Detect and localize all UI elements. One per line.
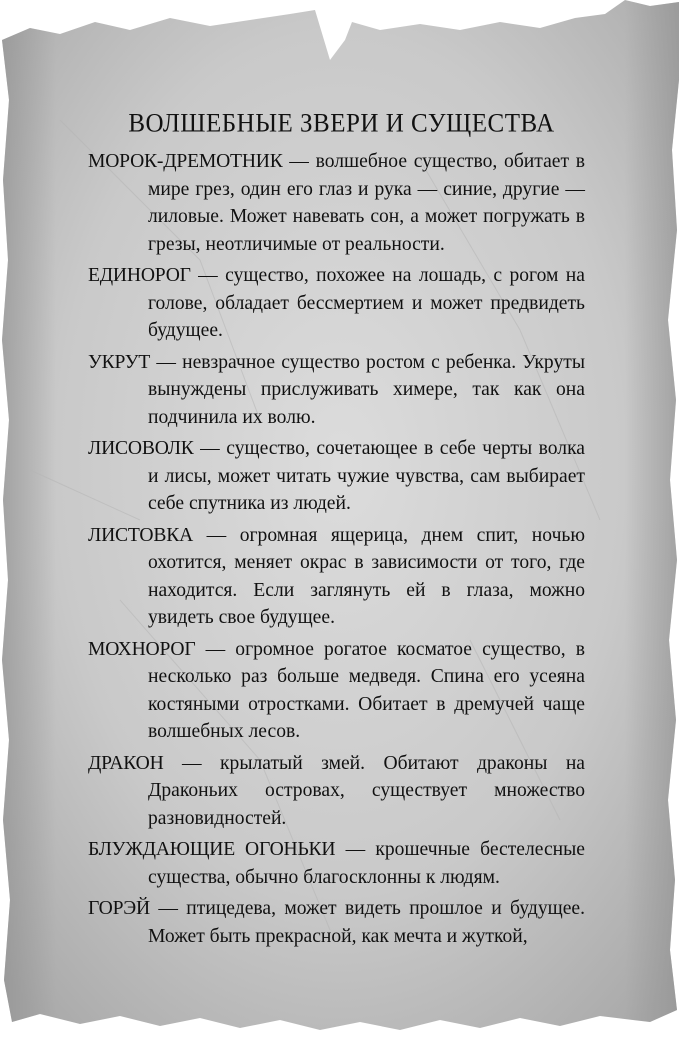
glossary-entry (88, 750, 585, 833)
entry-term: ЛИСТОВКА (88, 524, 194, 546)
glossary-content (88, 110, 585, 954)
entry-definition: — крошечные бестелесные существа, обычно благосклонны к людям. (148, 839, 585, 888)
glossary-entry (88, 148, 585, 258)
entry-term: ГОРЭЙ (88, 898, 150, 919)
entry-definition: — существо, сочетающее в себе черты волка и лисы, может читать чужие чувства, сам выбирает себе спутника из людей. (148, 438, 585, 514)
entry-term: ЛИСОВОЛК (88, 438, 194, 459)
entry-term: МОХНОРОГ (88, 638, 196, 660)
glossary-entry (88, 636, 585, 746)
entry-term: БЛУЖДАЮЩИЕ ОГОНЬКИ (88, 839, 336, 860)
glossary-entry (88, 895, 585, 950)
entry-definition: — огромная ящерица, днем спит, ночью охотится, меняет окрас в зависимости от того, где находится. Если заглянуть ей в глаза, можно увидеть свое будущее. (148, 524, 585, 628)
entry-term: ДРАКОН (88, 752, 164, 774)
glossary-entry (88, 262, 585, 345)
entry-term: УКРУТ (88, 351, 151, 373)
entry-term: ЕДИНОРОГ (88, 265, 191, 286)
glossary-entry (88, 349, 585, 432)
entry-definition: — невзрачное существо ростом с ребенка. Укруты вынуждены прислуживать химере, так как она подчинила их волю. (148, 351, 585, 428)
entry-definition: — крылатый змей. Обитают драконы на Драконьих островах, существует множество разновидностей. (148, 752, 585, 829)
entry-definition: — огромное рогатое косматое существо, в несколько раз больше медведя. Спина его усеяна костяными отростками. Обитает в дремучей чаще волшебных лесов. (148, 638, 585, 742)
entry-definition: — волшебное существо, обитает в мире грез, один его глаз и рука — синие, другие — лиловые. Может навевать сон, а может погружать в грезы, неотличимые от реальности. (148, 151, 585, 255)
page-title: ВОЛШЕБНЫЕ ЗВЕРИ И СУЩЕСТВА (128, 109, 555, 138)
glossary-entry (88, 836, 585, 891)
glossary-entry (88, 522, 585, 632)
glossary-list (88, 148, 585, 950)
entry-definition: — существо, похожее на лошадь, с рогом на голове, обладает бессмертием и может предвидеть будущее. (148, 265, 585, 341)
entry-term: МОРОК-ДРЕМОТНИК (88, 151, 283, 172)
glossary-entry (88, 435, 585, 518)
entry-definition: — птицедева, может видеть прошлое и будущее. Может быть прекрасной, как мечта и жуткой, (148, 898, 585, 947)
